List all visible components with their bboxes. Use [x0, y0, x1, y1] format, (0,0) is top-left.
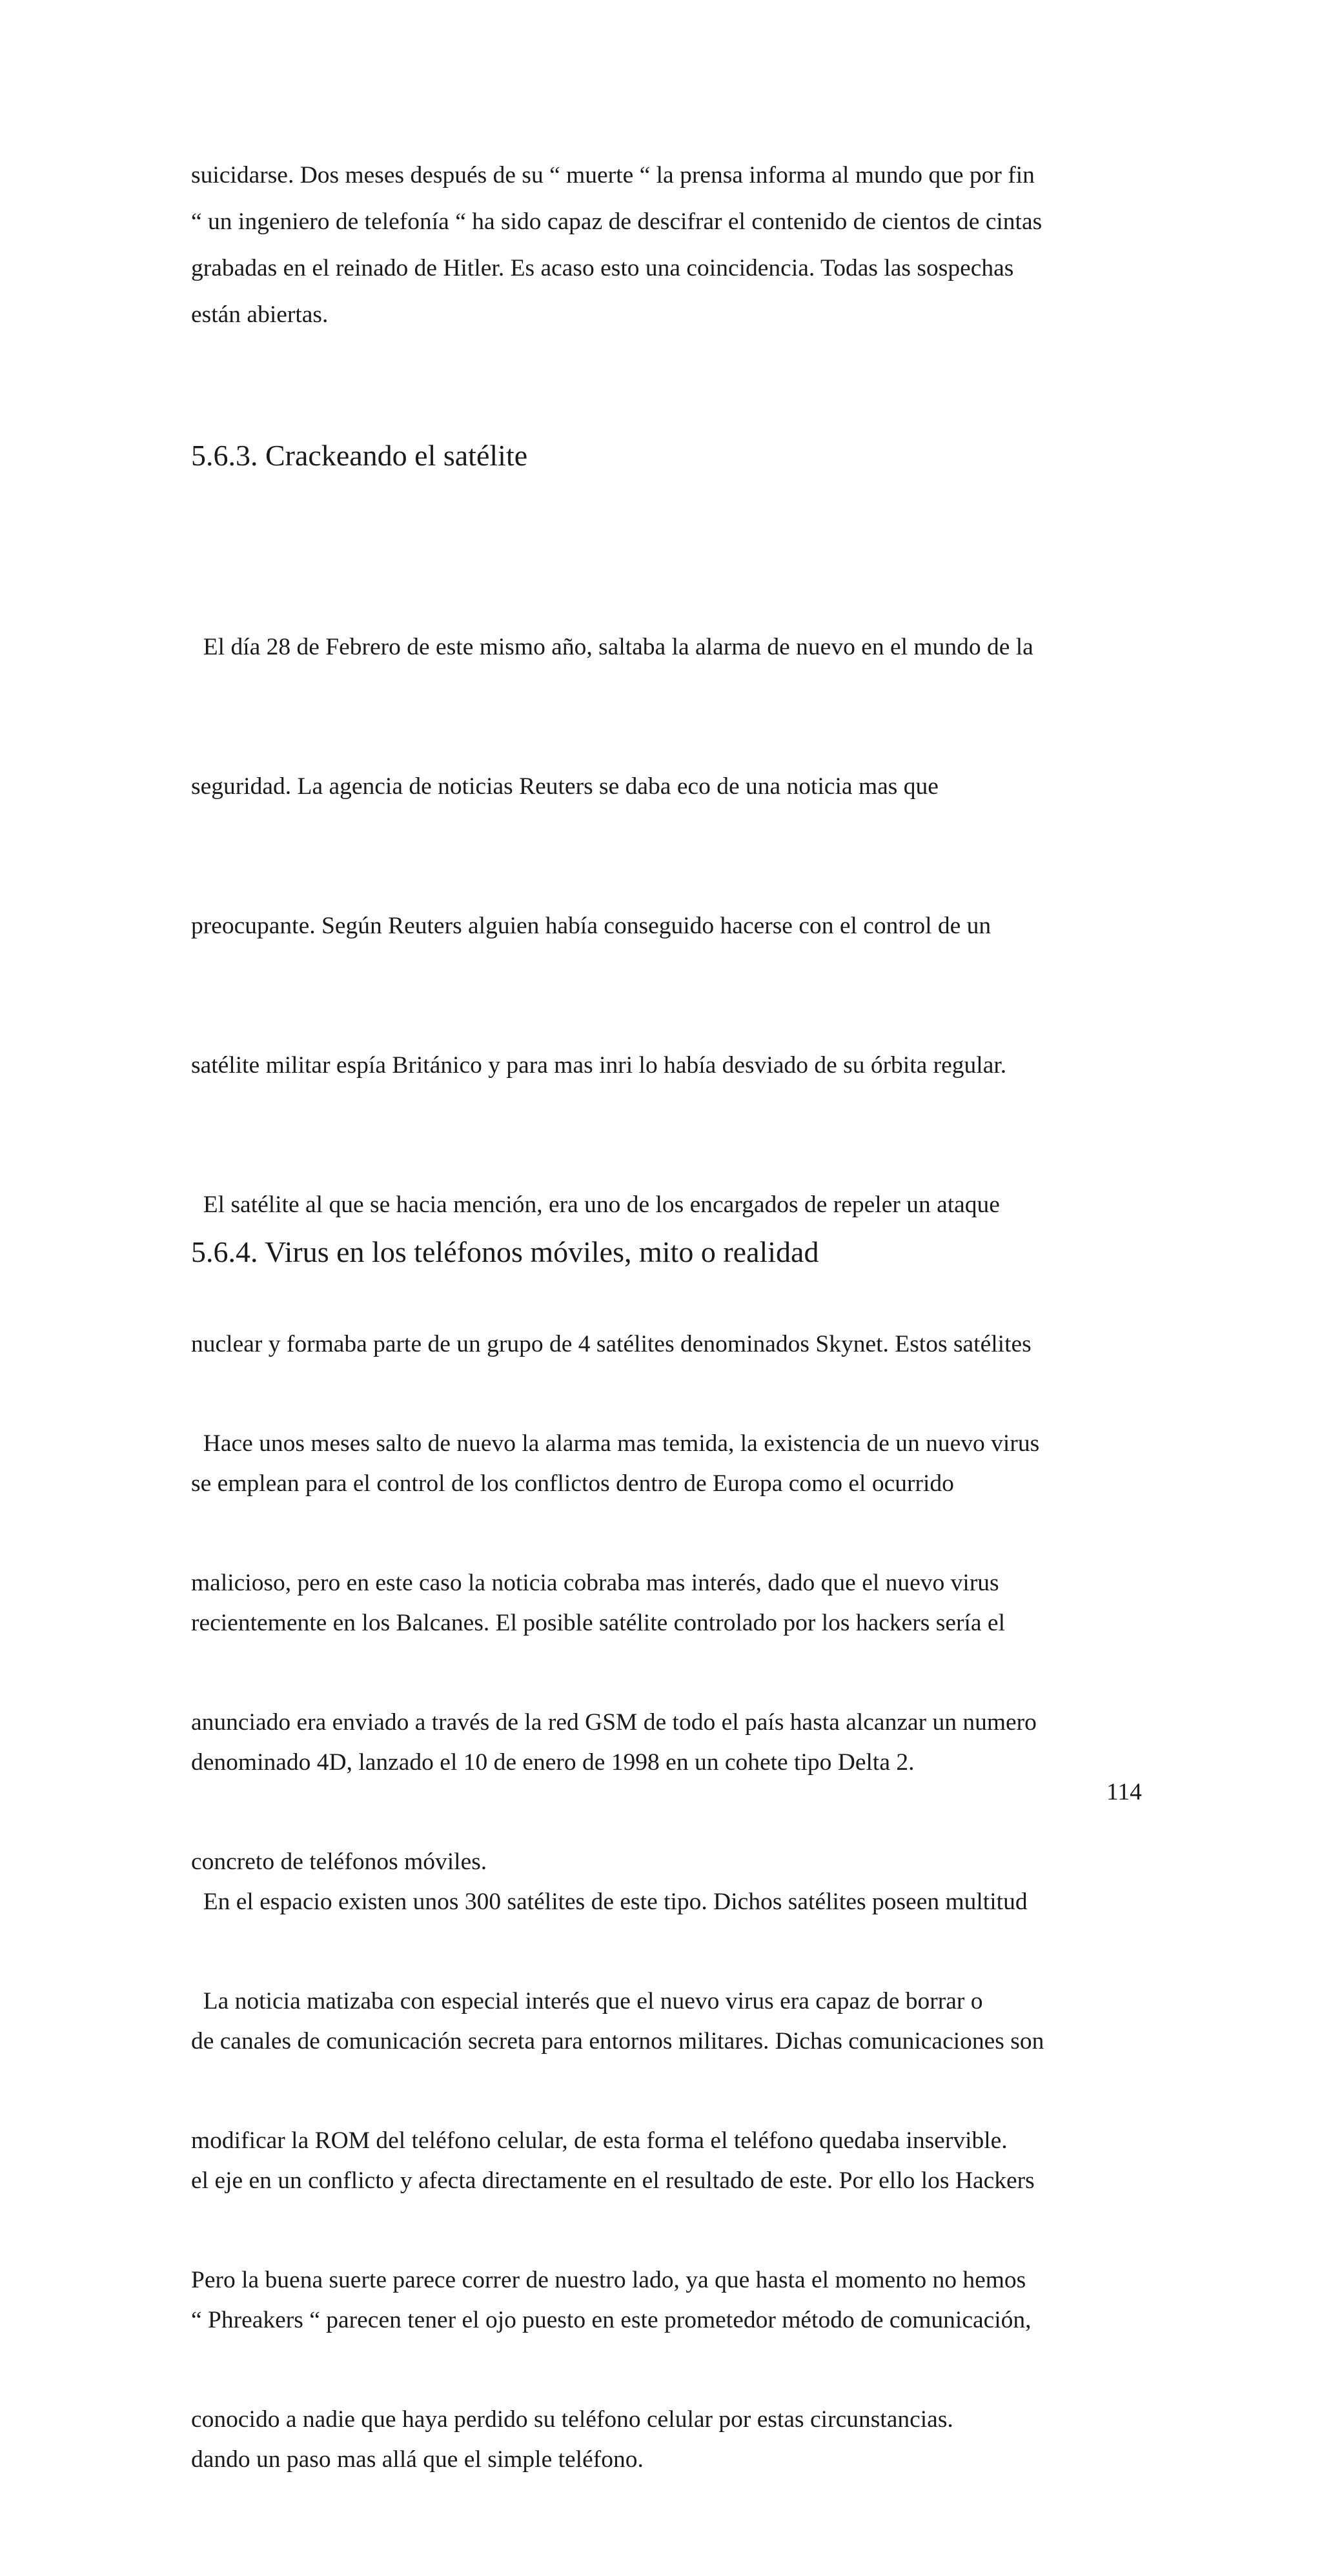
- text-line: La noticia matizaba con especial interés que el nuevo virus era capaz de borrar o: [191, 1988, 983, 2014]
- text-line: se emplean para el control de los conflictos dentro de Europa como el ocurrido: [191, 1470, 954, 1497]
- section-heading-5-6-3: 5.6.3. Crackeando el satélite: [191, 439, 528, 472]
- page-number: 114: [1106, 1779, 1142, 1805]
- text-line: dando un paso mas allá que el simple teléfono.: [191, 2446, 644, 2473]
- text-line: En el espacio existen unos 300 satélites de este tipo. Dichos satélites poseen multitud: [191, 1889, 1028, 1915]
- text-line: el eje en un conflicto y afecta directamente en el resultado de este. Por ello los Hackers: [191, 2167, 1035, 2194]
- text-line: Hace unos meses salto de nuevo la alarma mas temida, la existencia de un nuevo virus: [191, 1430, 1040, 1457]
- text-line: satélite militar espía Británico y para mas inri lo había desviado de su órbita regular.: [191, 1052, 1007, 1079]
- intro-paragraph: [191, 152, 1146, 338]
- text-line: concreto de teléfonos móviles.: [191, 1849, 487, 1875]
- text-line: anunciado era enviado a través de la red GSM de todo el país hasta alcanzar un numero: [191, 1709, 1037, 1736]
- text-line: suicidarse. Dos meses después de su “ muerte “ la prensa informa al mundo que por fin: [191, 162, 1035, 188]
- text-line: malicioso, pero en este caso la noticia cobraba mas interés, dado que el nuevo virus: [191, 1570, 999, 1596]
- text-line: El satélite al que se hacia mención, era uno de los encargados de repeler un ataque: [191, 1192, 1000, 1218]
- text-line: preocupante. Según Reuters alguien había conseguido hacerse con el control de un: [191, 913, 992, 939]
- text-line: grabadas en el reinado de Hitler. Es acaso esto una coincidencia. Todas las sospechas: [191, 255, 1014, 281]
- text-line: denominado 4D, lanzado el 10 de enero de 1998 en un cohete tipo Delta 2.: [191, 1749, 915, 1776]
- text-line: de canales de comunicación secreta para entornos militares. Dichas comunicaciones son: [191, 2028, 1044, 2054]
- text-line: Pero la buena suerte parece correr de nuestro lado, ya que hasta el momento no hemos: [191, 2267, 1026, 2293]
- text-line: están abiertas.: [191, 301, 329, 328]
- text-line: modificar la ROM del teléfono celular, de esta forma el teléfono quedaba inservible.: [191, 2127, 1008, 2154]
- text-line: nuclear y formaba parte de un grupo de 4 satélites denominados Skynet. Estos satélites: [191, 1331, 1032, 1357]
- text-line: conocido a nadie que haya perdido su teléfono celular por estas circunstancias.: [191, 2406, 953, 2433]
- text-line: recientemente en los Balcanes. El posible satélite controlado por los hackers sería el: [191, 1610, 1005, 1636]
- text-line: seguridad. La agencia de noticias Reuters se daba eco de una noticia mas que: [191, 773, 939, 800]
- section-5-6-4-body: [191, 1328, 1146, 2536]
- text-line: El día 28 de Febrero de este mismo año, saltaba la alarma de nuevo en el mundo de la: [191, 634, 1033, 660]
- text-line: “ Phreakers “ parecen tener el ojo puesto en este prometedor método de comunicación,: [191, 2307, 1032, 2333]
- section-heading-5-6-4: 5.6.4. Virus en los teléfonos móviles, mito o realidad: [191, 1235, 819, 1268]
- text-line: “ un ingeniero de telefonía “ ha sido capaz de descifrar el contenido de cientos de cintas: [191, 208, 1042, 235]
